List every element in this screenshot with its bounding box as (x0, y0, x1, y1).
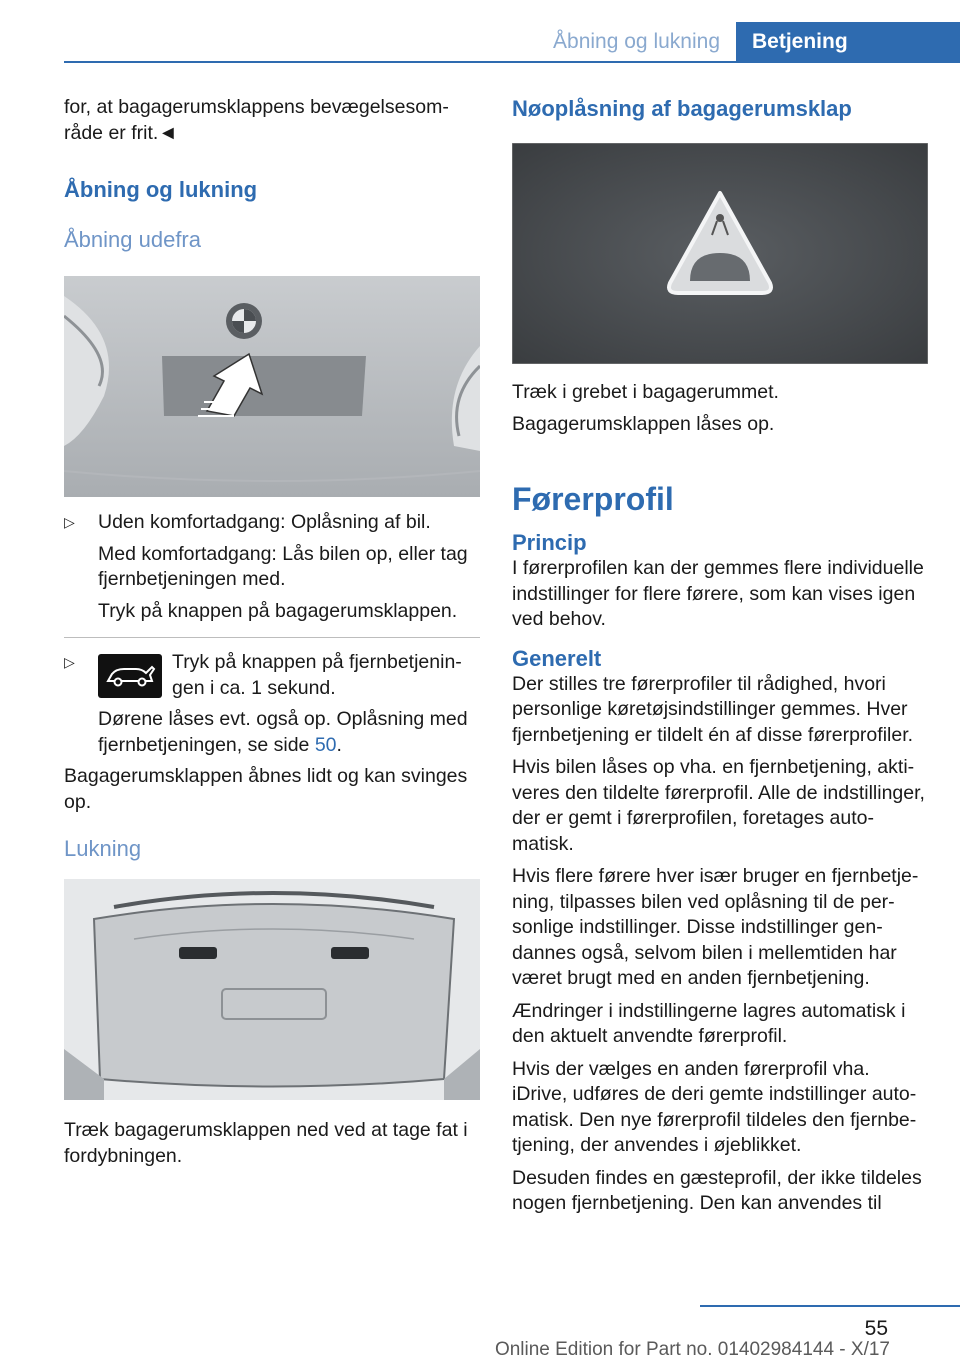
footer-rule (700, 1305, 960, 1307)
general-paragraph-4: Ændringer i indstillingerne lagres automatisk i den aktuelt anvendte førerprofil. (512, 999, 906, 1047)
heading-emergency-release: Nøoplåsning af bagagerumsklap (512, 96, 852, 121)
general-paragraph-5: Hvis der vælges en anden førerprofil vha. iDrive, udføres de deri gemte indstillinger automatisk. Den nye førerprofil tildeles den fjernbetjening, der anvendes i øjeblikket. (512, 1057, 917, 1156)
car-trunk-open-icon (98, 654, 162, 698)
list-item-comfort-access (64, 510, 480, 624)
emergency-handle-image (512, 143, 928, 364)
principle-text: I førerprofilen kan der gemmes flere individuelle indstillinger for flere førere, som kan vises igen ved behov. (512, 557, 924, 630)
bullet1-line3: Tryk på knappen på bagagerumsklappen. (98, 599, 458, 622)
heading-principle: Princip (512, 530, 587, 555)
closing-instruction-text: Træk bagagerumsklappen ned ved at tage fat i fordybningen. (64, 1119, 468, 1167)
general-paragraph-1: Der stilles tre førerprofiler til rådighed, hvori personlige køretøjsindstillinger gemmes. Hver fjernbetjening er tildelt én af disse førerprofiler. (512, 672, 914, 746)
trunk-opens-text: Bagagerumsklappen åbnes lidt og kan svinges op. (64, 765, 468, 813)
subheading-open-outside: Åbning udefra (64, 227, 201, 252)
general-paragraph-2: Hvis bilen låses op vha. en fjernbetjening, aktiveres den tildelte førerprofil. Alle de indstillinger, der er gemt i førerprofilen, foretages automatisk. (512, 756, 925, 855)
bullet2-line2-end: . (336, 733, 342, 756)
emergency-release-illustration (512, 143, 928, 364)
bullet2-line2-text: Dørene låses evt. også op. Oplåsning med fjernbetjeningen, se side (98, 708, 468, 756)
trunk-inside-image (64, 879, 480, 1100)
general-paragraph-3: Hvis flere førere hver især bruger en fjernbetjening, tilpasses bilen ved oplåsning til de personlige indstillinger. Disse indstillinger gendannes også, selvom bilen i mellemtiden har været brugt med en anden fjernbetjening. (512, 865, 919, 989)
list-marker: ▷ (64, 654, 75, 670)
emergency-step2: Bagagerumsklappen låses op. (512, 412, 775, 435)
page-footer (0, 1305, 960, 1362)
header-chapter-tab: Betjening (736, 22, 960, 62)
emergency-step1: Træk i grebet i bagagerummet. (512, 381, 779, 403)
left-column (64, 95, 480, 1169)
heading-general: Generelt (512, 645, 602, 671)
trunk-button-illustration (64, 276, 480, 497)
list-item-remote-key (64, 650, 480, 758)
header-section-title: Åbning og lukning (553, 30, 720, 53)
heading-driver-profile: Førerprofil (512, 481, 674, 517)
intro-text: for, at bagagerumsklappens bevægelsesområde er frit.◄ (64, 96, 449, 144)
edition-note: Online Edition for Part no. 01402984144 - X/17 (494, 1339, 890, 1360)
bullet2-line2 (98, 707, 480, 758)
list-marker: ▷ (64, 514, 75, 530)
page-header (0, 0, 960, 62)
page-number: 55 (864, 1317, 888, 1340)
general-paragraph-6: Desuden findes en gæsteprofil, der ikke tildeles nogen fjernbetjening. Den kan anvendes til (512, 1166, 922, 1214)
bullet1-line2: Med komfortadgang: Lås bilen op, eller tag fjernbetjeningen med. (98, 542, 468, 590)
subheading-closing: Lukning (64, 836, 142, 861)
section-heading-opening-closing: Åbning og lukning (64, 177, 258, 202)
list-divider (64, 637, 480, 638)
trunk-closing-illustration (64, 879, 480, 1100)
bullet1-line1: Uden komfortadgang: Oplåsning af bil. (98, 511, 431, 533)
bullet2-line1: Tryk på knappen på fjernbetjeningen i ca. 1 sekund. (172, 651, 462, 699)
right-column (512, 95, 928, 1217)
trunk-lid-image (64, 276, 480, 497)
page-reference-link[interactable]: 50 (314, 733, 337, 756)
header-rule (64, 61, 960, 63)
